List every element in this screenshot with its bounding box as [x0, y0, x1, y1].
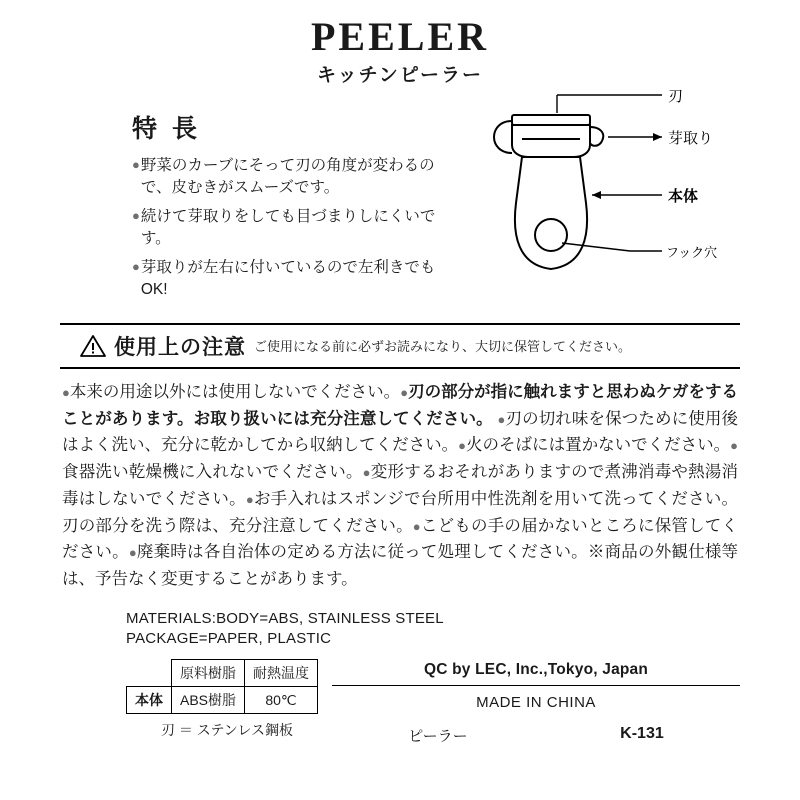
- bullet-icon: ●: [497, 411, 506, 427]
- bullet-icon: ●: [412, 518, 421, 534]
- list-item: [132, 155, 450, 200]
- feature-text: 野菜のカーブにそって刃の角度が変わるので、皮むきがスムーズです。: [140, 157, 435, 197]
- peeler-illustration: [450, 83, 770, 313]
- table-header-row: [127, 660, 318, 687]
- bullet-icon: ●: [458, 438, 467, 454]
- product-name: ピーラー: [408, 728, 468, 746]
- note-text: 本来の用途以外には使用しないでください。: [69, 383, 401, 401]
- footer-section: [60, 659, 740, 746]
- bullet-icon: ●: [400, 385, 409, 400]
- table-corner-cell: [127, 660, 172, 687]
- page-subtitle: キッチンピーラー: [317, 65, 483, 86]
- bullet-icon: ●: [362, 465, 371, 481]
- table-header-cell: 原料樹脂: [172, 660, 245, 687]
- materials-block: [60, 609, 740, 650]
- table-header-cell: 耐熱温度: [245, 660, 318, 687]
- qc-text: QC by LEC, Inc.,Tokyo, Japan: [423, 661, 649, 679]
- note-text-bold: 刃の部分が指に触れますと思わぬケガをすることがあります。お取り扱いには充分注意してください。: [62, 383, 739, 428]
- table-row: [127, 687, 318, 714]
- divider: [332, 685, 740, 686]
- list-item: [132, 257, 450, 302]
- materials-line-2: PACKAGE=PAPER, PLASTIC: [126, 630, 332, 647]
- spec-table-footnote: 刃 ＝ ステンレス鋼板: [160, 722, 294, 739]
- bullet-icon: ●: [132, 157, 140, 172]
- bullet-icon: ●: [132, 258, 140, 274]
- features-list: [60, 109, 450, 308]
- bullet-icon: ●: [132, 207, 140, 223]
- note-text: 火のそばには置かないでください。: [466, 436, 731, 455]
- diagram-label-blade: 刃: [668, 88, 684, 105]
- notes-body: [60, 379, 740, 593]
- feature-text: 続けて芽取りをしても目づまりしにくいです。: [140, 207, 436, 248]
- note-text: 廃棄時は各自治体の定める方法に従って処理してください。: [136, 543, 588, 562]
- bullet-icon: ●: [245, 491, 254, 507]
- note-text: 食器洗い乾燥機に入れないでください。: [62, 463, 363, 482]
- spec-table: [126, 659, 318, 714]
- caution-subtitle: ご使用になる前に必ずお読みになり、大切に保管してください。: [254, 339, 632, 354]
- caution-title: 使用上の注意: [114, 336, 246, 359]
- note-text: お手入れはスポンジで台所用中性洗剤を用いて洗ってください。刃の部分を洗う際は、充分注意してください。: [62, 489, 739, 535]
- diagram-label-eye-remover: 芽取り: [668, 130, 714, 147]
- table-cell: 80℃: [245, 687, 318, 714]
- product-diagram: [450, 88, 740, 309]
- warning-triangle-icon: [80, 334, 106, 358]
- spec-table-wrap: [126, 659, 318, 746]
- list-item: [132, 206, 450, 251]
- table-row-header: 本体: [127, 687, 172, 714]
- page-title: PEELER: [310, 14, 490, 59]
- materials-line-1: MATERIALS:BODY=ABS, STAINLESS STEEL: [126, 609, 444, 627]
- diagram-label-body: 本体: [668, 188, 699, 205]
- bullet-icon: ●: [62, 385, 70, 400]
- note-text: こどもの手の届かないところに保管してください。: [62, 516, 739, 562]
- header: [60, 0, 740, 87]
- qc-block: [318, 659, 740, 746]
- diagram-label-hook-hole: フック穴: [666, 245, 718, 260]
- note-text: ※商品の外観仕様等は、予告なく変更することがあります。: [62, 543, 739, 589]
- feature-text: 芽取りが左右に付いているので左利きでもOK!: [140, 258, 436, 299]
- features-heading: 特 長: [132, 115, 201, 143]
- bullet-icon: ●: [128, 545, 137, 561]
- note-text: 刃の切れ味を保つために使用後はよく洗い、充分に乾かしてから収納してください。: [62, 409, 738, 455]
- table-cell: ABS樹脂: [172, 687, 245, 714]
- product-code-row: [332, 725, 740, 746]
- made-in-text: MADE IN CHINA: [476, 694, 596, 712]
- bullet-icon: ●: [730, 438, 739, 454]
- model-number: K-131: [620, 725, 664, 743]
- note-text: 変形するおそれがありますので煮沸消毒や熱湯消毒はしないでください。: [62, 463, 739, 508]
- features-section: [60, 88, 740, 309]
- caution-bar: [60, 323, 740, 369]
